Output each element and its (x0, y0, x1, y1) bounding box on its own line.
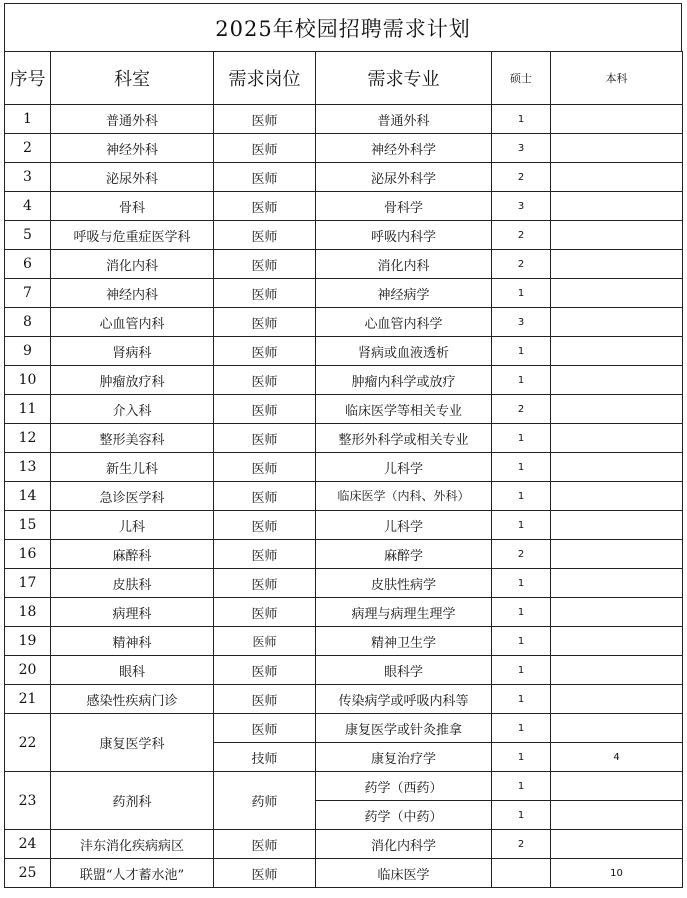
cell-major: 精神卫生学 (316, 627, 492, 656)
recruitment-table (4, 51, 683, 888)
cell-master: 2 (492, 830, 551, 859)
table-row (5, 830, 683, 859)
cell-bachelor (551, 453, 683, 482)
cell-department: 皮肤科 (51, 569, 214, 598)
cell-position: 医师 (214, 163, 316, 192)
cell-master: 1 (492, 627, 551, 656)
cell-major: 普通外科 (316, 105, 492, 134)
cell-index: 8 (5, 308, 51, 337)
cell-position: 医师 (214, 250, 316, 279)
cell-index: 10 (5, 366, 51, 395)
cell-master: 1 (492, 482, 551, 511)
cell-bachelor: 4 (551, 743, 683, 772)
cell-master: 2 (492, 250, 551, 279)
cell-master: 1 (492, 772, 551, 801)
header-master: 硕士 (492, 52, 551, 105)
cell-position: 医师 (214, 308, 316, 337)
cell-position: 医师 (214, 482, 316, 511)
cell-position: 医师 (214, 134, 316, 163)
cell-master: 1 (492, 366, 551, 395)
cell-major: 康复治疗学 (316, 743, 492, 772)
cell-index: 7 (5, 279, 51, 308)
table-row (5, 337, 683, 366)
cell-master: 3 (492, 308, 551, 337)
cell-master: 1 (492, 453, 551, 482)
cell-position: 医师 (214, 337, 316, 366)
cell-master: 1 (492, 743, 551, 772)
cell-position: 医师 (214, 105, 316, 134)
cell-position: 医师 (214, 540, 316, 569)
cell-major: 皮肤性病学 (316, 569, 492, 598)
cell-master: 3 (492, 134, 551, 163)
table-row (5, 250, 683, 279)
page-title: 2025年校园招聘需求计划 (4, 3, 682, 51)
header-row (5, 52, 683, 105)
cell-department: 消化内科 (51, 250, 214, 279)
table-row (5, 279, 683, 308)
cell-index: 1 (5, 105, 51, 134)
cell-department: 眼科 (51, 656, 214, 685)
cell-bachelor (551, 163, 683, 192)
table-row (5, 221, 683, 250)
cell-major: 心血管内科学 (316, 308, 492, 337)
cell-major: 神经病学 (316, 279, 492, 308)
cell-bachelor (551, 134, 683, 163)
cell-department: 泌尿外科 (51, 163, 214, 192)
cell-department: 肾病科 (51, 337, 214, 366)
table-row (5, 192, 683, 221)
cell-index: 16 (5, 540, 51, 569)
cell-index: 6 (5, 250, 51, 279)
cell-bachelor (551, 569, 683, 598)
table-row (5, 598, 683, 627)
cell-position: 医师 (214, 221, 316, 250)
cell-master: 1 (492, 656, 551, 685)
cell-index: 12 (5, 424, 51, 453)
cell-index: 2 (5, 134, 51, 163)
table-row (5, 424, 683, 453)
cell-bachelor (551, 685, 683, 714)
cell-department: 康复医学科 (51, 714, 214, 772)
cell-master: 1 (492, 105, 551, 134)
cell-major: 康复医学或针灸推拿 (316, 714, 492, 743)
cell-bachelor (551, 830, 683, 859)
cell-position: 医师 (214, 569, 316, 598)
cell-index: 25 (5, 859, 51, 888)
cell-position: 医师 (214, 453, 316, 482)
cell-bachelor (551, 714, 683, 743)
cell-bachelor (551, 192, 683, 221)
header-position: 需求岗位 (214, 52, 316, 105)
cell-position: 医师 (214, 424, 316, 453)
header-bachelor: 本科 (551, 52, 683, 105)
cell-master: 1 (492, 569, 551, 598)
table-row (5, 627, 683, 656)
cell-position: 医师 (214, 192, 316, 221)
cell-index: 22 (5, 714, 51, 772)
cell-bachelor (551, 540, 683, 569)
cell-department: 新生儿科 (51, 453, 214, 482)
table-row (5, 453, 683, 482)
cell-position: 医师 (214, 656, 316, 685)
cell-index: 15 (5, 511, 51, 540)
cell-major: 临床医学等相关专业 (316, 395, 492, 424)
cell-master (492, 859, 551, 888)
cell-bachelor (551, 279, 683, 308)
cell-department: 急诊医学科 (51, 482, 214, 511)
cell-master: 1 (492, 511, 551, 540)
cell-department: 心血管内科 (51, 308, 214, 337)
cell-position: 医师 (214, 830, 316, 859)
table-row (5, 308, 683, 337)
cell-master: 1 (492, 685, 551, 714)
cell-bachelor (551, 250, 683, 279)
cell-major: 整形外科学或相关专业 (316, 424, 492, 453)
table-row (5, 395, 683, 424)
cell-major: 麻醉学 (316, 540, 492, 569)
cell-position: 医师 (214, 279, 316, 308)
cell-bachelor (551, 366, 683, 395)
cell-major: 肾病或血液透析 (316, 337, 492, 366)
cell-department: 沣东消化疾病病区 (51, 830, 214, 859)
cell-master: 3 (492, 192, 551, 221)
cell-index: 9 (5, 337, 51, 366)
cell-major: 病理与病理生理学 (316, 598, 492, 627)
cell-position: 医师 (214, 685, 316, 714)
cell-major: 呼吸内科学 (316, 221, 492, 250)
cell-index: 21 (5, 685, 51, 714)
cell-department: 精神科 (51, 627, 214, 656)
cell-master: 1 (492, 714, 551, 743)
cell-master: 2 (492, 163, 551, 192)
header-major: 需求专业 (316, 52, 492, 105)
cell-bachelor (551, 337, 683, 366)
cell-position: 医师 (214, 366, 316, 395)
cell-bachelor (551, 801, 683, 830)
table-row (5, 714, 683, 743)
cell-index: 14 (5, 482, 51, 511)
cell-index: 20 (5, 656, 51, 685)
table-row (5, 656, 683, 685)
cell-index: 17 (5, 569, 51, 598)
cell-department: 联盟“人才蓄水池” (51, 859, 214, 888)
cell-major: 临床医学 (316, 859, 492, 888)
cell-index: 23 (5, 772, 51, 830)
header-index: 序号 (5, 52, 51, 105)
cell-index: 18 (5, 598, 51, 627)
cell-bachelor (551, 221, 683, 250)
table-row (5, 482, 683, 511)
cell-position: 药师 (214, 772, 316, 830)
cell-major: 骨科学 (316, 192, 492, 221)
cell-bachelor (551, 598, 683, 627)
cell-bachelor (551, 395, 683, 424)
cell-master: 2 (492, 221, 551, 250)
cell-position: 技师 (214, 743, 316, 772)
cell-master: 1 (492, 598, 551, 627)
cell-department: 骨科 (51, 192, 214, 221)
cell-bachelor (551, 656, 683, 685)
cell-bachelor (551, 424, 683, 453)
cell-bachelor (551, 482, 683, 511)
cell-index: 11 (5, 395, 51, 424)
table-row (5, 163, 683, 192)
table-row (5, 540, 683, 569)
cell-index: 5 (5, 221, 51, 250)
cell-position: 医师 (214, 511, 316, 540)
cell-major: 儿科学 (316, 511, 492, 540)
cell-index: 13 (5, 453, 51, 482)
cell-bachelor (551, 627, 683, 656)
cell-major: 肿瘤内科学或放疗 (316, 366, 492, 395)
cell-master: 2 (492, 395, 551, 424)
cell-department: 介入科 (51, 395, 214, 424)
cell-department: 普通外科 (51, 105, 214, 134)
table-row (5, 134, 683, 163)
cell-major: 泌尿外科学 (316, 163, 492, 192)
cell-department: 神经外科 (51, 134, 214, 163)
table-row (5, 105, 683, 134)
cell-major: 眼科学 (316, 656, 492, 685)
cell-index: 4 (5, 192, 51, 221)
cell-major: 药学（中药） (316, 801, 492, 830)
cell-department: 病理科 (51, 598, 214, 627)
header-department: 科室 (51, 52, 214, 105)
cell-master: 1 (492, 337, 551, 366)
cell-index: 19 (5, 627, 51, 656)
cell-department: 呼吸与危重症医学科 (51, 221, 214, 250)
cell-department: 整形美容科 (51, 424, 214, 453)
cell-bachelor (551, 772, 683, 801)
table-row (5, 569, 683, 598)
cell-department: 肿瘤放疗科 (51, 366, 214, 395)
cell-master: 2 (492, 540, 551, 569)
cell-position: 医师 (214, 714, 316, 743)
cell-bachelor (551, 308, 683, 337)
cell-master: 1 (492, 424, 551, 453)
cell-major: 消化内科 (316, 250, 492, 279)
cell-bachelor (551, 105, 683, 134)
cell-department: 神经内科 (51, 279, 214, 308)
cell-position: 医师 (214, 859, 316, 888)
cell-position: 医师 (214, 627, 316, 656)
cell-position: 医师 (214, 598, 316, 627)
cell-department: 药剂科 (51, 772, 214, 830)
table-row (5, 511, 683, 540)
cell-master: 1 (492, 279, 551, 308)
cell-major: 临床医学（内科、外科） (316, 482, 492, 511)
cell-major: 消化内科学 (316, 830, 492, 859)
cell-major: 儿科学 (316, 453, 492, 482)
cell-master: 1 (492, 801, 551, 830)
cell-major: 神经外科学 (316, 134, 492, 163)
cell-major: 传染病学或呼吸内科等 (316, 685, 492, 714)
cell-position: 医师 (214, 395, 316, 424)
cell-department: 儿科 (51, 511, 214, 540)
table-row (5, 685, 683, 714)
cell-bachelor: 10 (551, 859, 683, 888)
cell-department: 麻醉科 (51, 540, 214, 569)
table-row (5, 859, 683, 888)
cell-index: 3 (5, 163, 51, 192)
table-row (5, 366, 683, 395)
cell-bachelor (551, 511, 683, 540)
cell-major: 药学（西药） (316, 772, 492, 801)
cell-department: 感染性疾病门诊 (51, 685, 214, 714)
cell-index: 24 (5, 830, 51, 859)
table-row (5, 772, 683, 801)
